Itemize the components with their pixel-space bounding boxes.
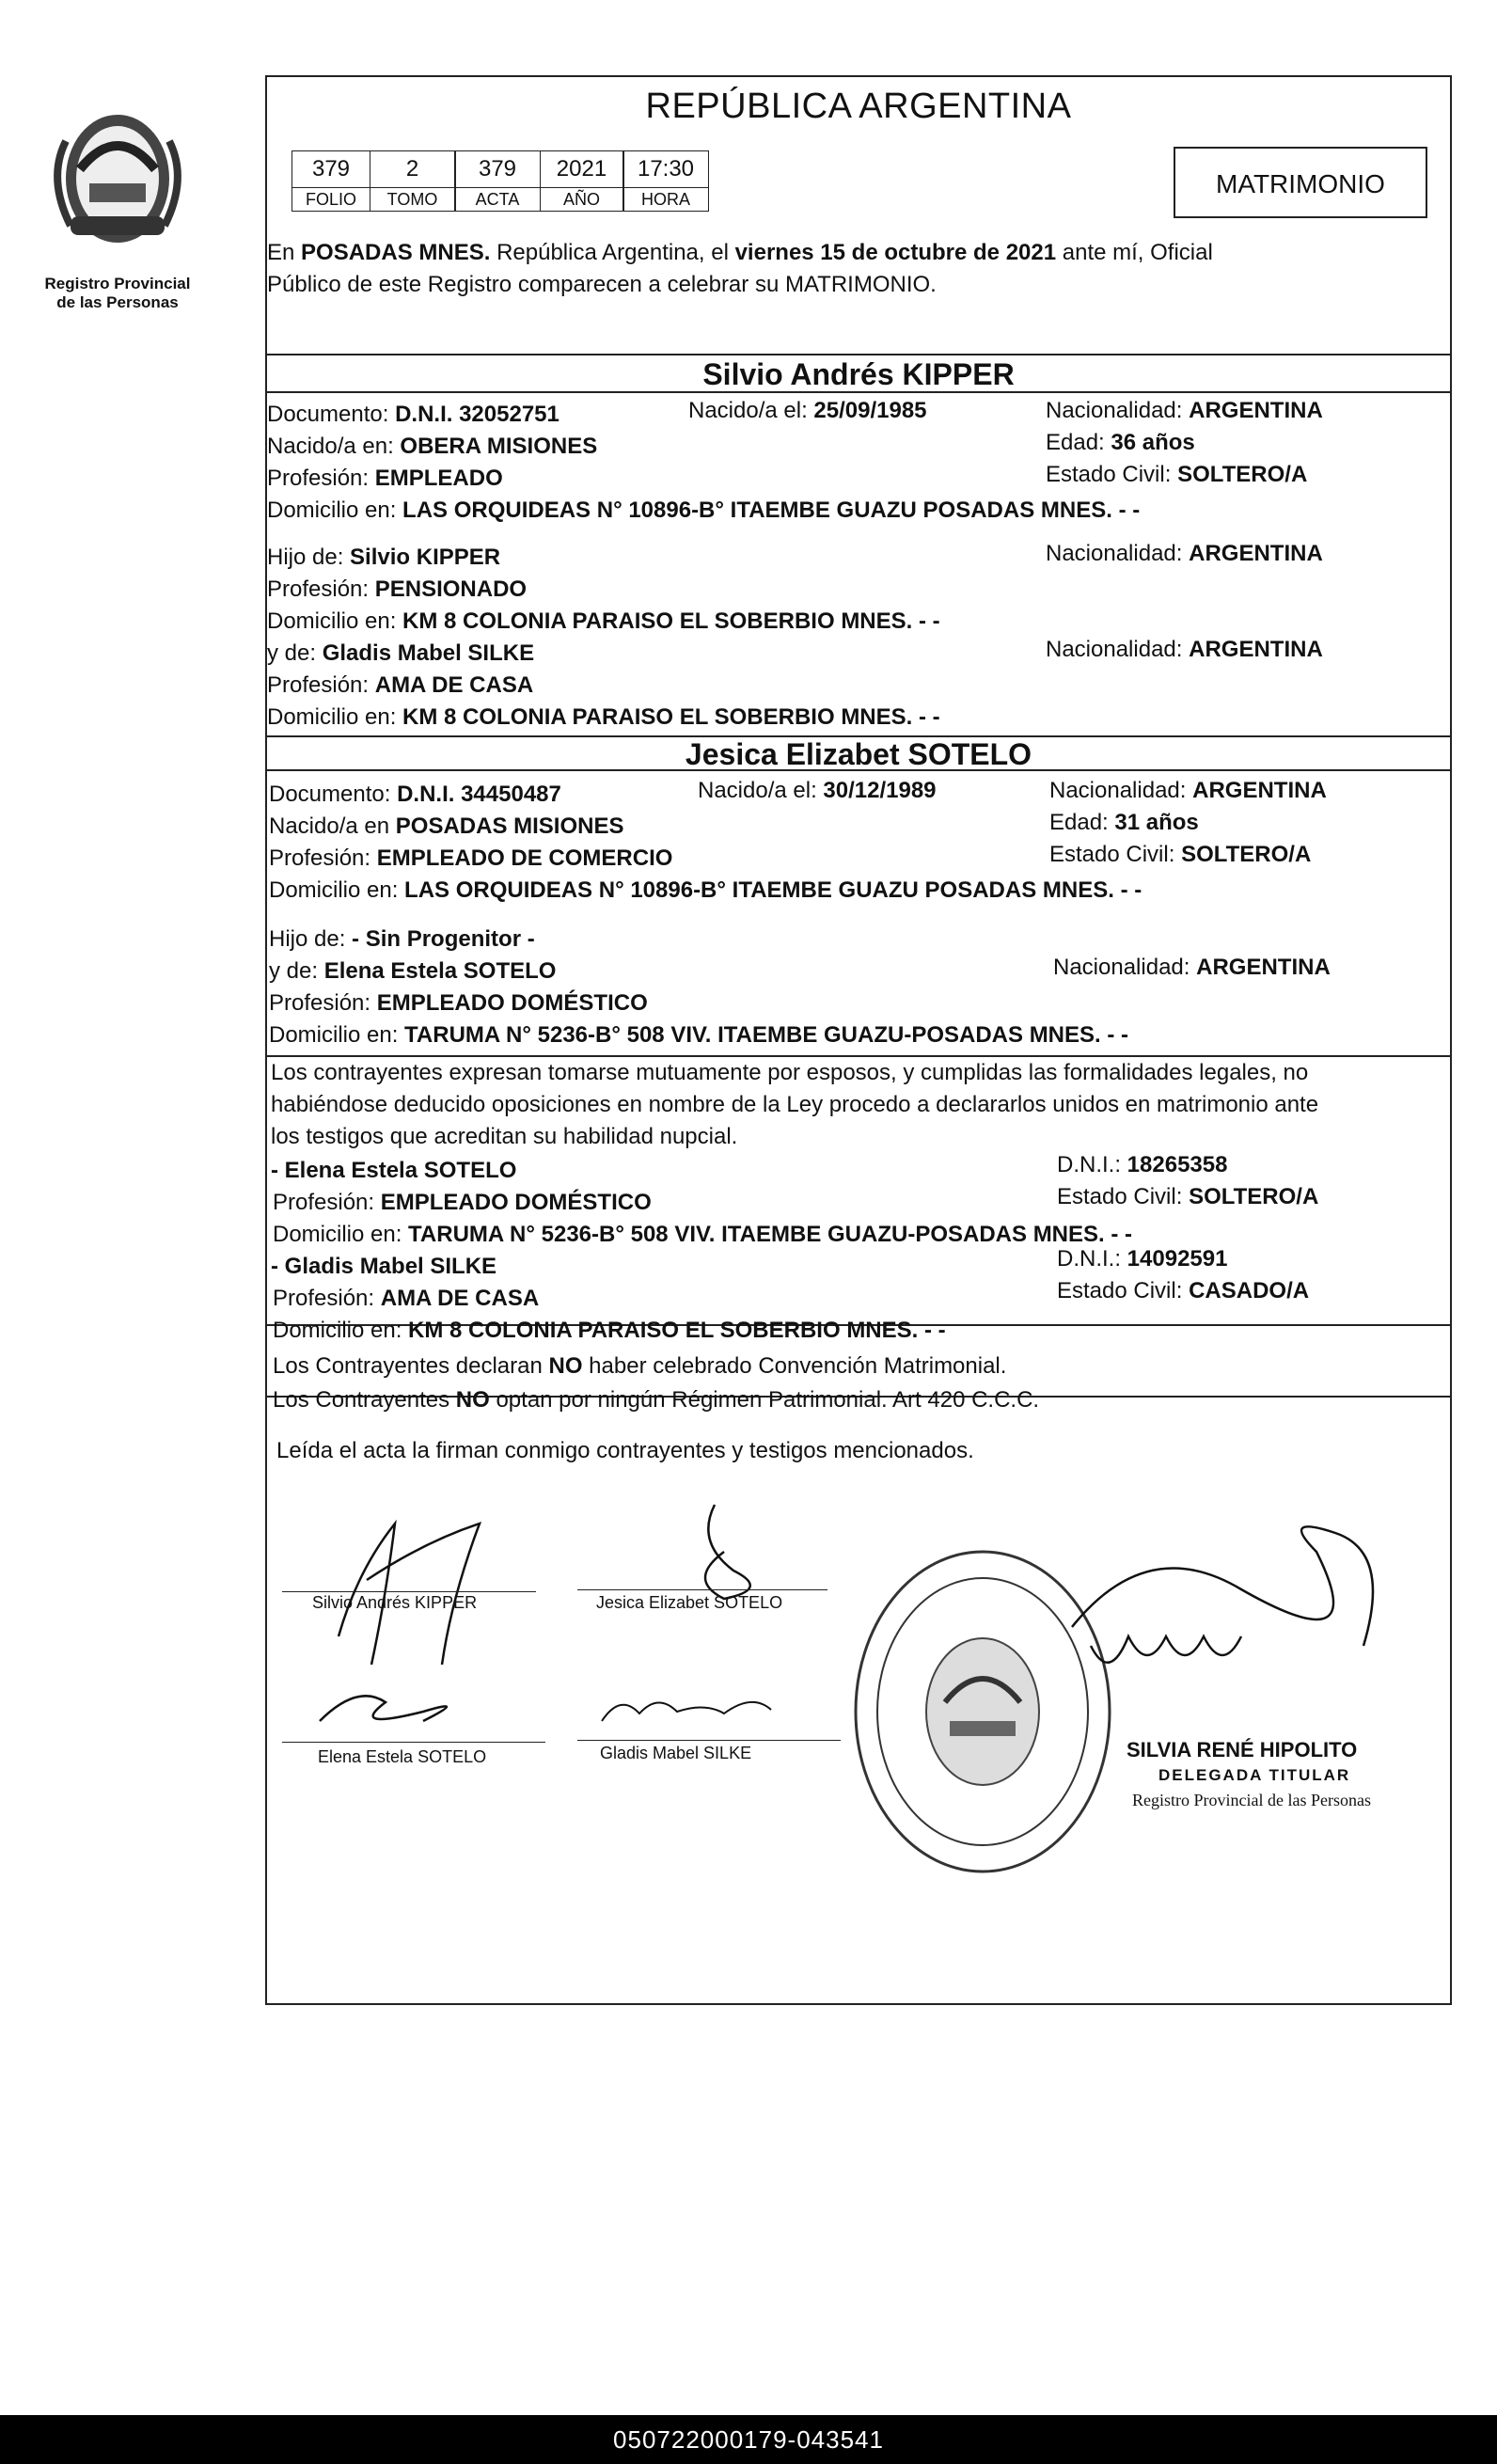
intro-line1: En POSADAS MNES. República Argentina, el viernes 15 de octubre de 2021 ante mí, Oficial	[267, 240, 1213, 265]
witness1-name: - Elena Estela SOTELO	[271, 1158, 517, 1183]
declaration-line3: los testigos que acreditan su habilidad nupcial.	[271, 1124, 738, 1149]
acta-cell: 379 ACTA	[454, 150, 541, 212]
officer-title: DELEGADA TITULAR	[1158, 1766, 1351, 1784]
ano-cell: 2021 AÑO	[540, 150, 624, 212]
witness1-prof: Profesión: EMPLEADO DOMÉSTICO	[273, 1190, 652, 1215]
signature-line-1	[282, 1591, 536, 1592]
spouse1-father-nat: Nacionalidad: ARGENTINA	[1046, 541, 1323, 566]
officer-signature	[1034, 1495, 1429, 1777]
spouse1-born: Nacido/a el: 25/09/1985	[688, 398, 927, 423]
spouse2-doc: Documento: D.N.I. 34450487	[269, 782, 561, 807]
spouse1-name: Silvio Andrés KIPPER	[702, 357, 1015, 391]
witness1-civil: Estado Civil: SOLTERO/A	[1057, 1184, 1319, 1209]
spouse1-mother-dom: Domicilio en: KM 8 COLONIA PARAISO EL SOBERBIO MNES. - -	[267, 704, 940, 730]
convention-line1: Los Contrayentes declaran NO haber celebrado Convención Matrimonial.	[273, 1353, 1007, 1379]
spouse2-civil: Estado Civil: SOLTERO/A	[1049, 842, 1312, 867]
folio-cell: 379 FOLIO	[292, 150, 370, 212]
spouse1-dom: Domicilio en: LAS ORQUIDEAS N° 10896-B° ITAEMBE GUAZU POSADAS MNES. - -	[267, 498, 1141, 523]
witness2-prof: Profesión: AMA DE CASA	[273, 1286, 540, 1311]
spouse1-doc: Documento: D.N.I. 32052751	[267, 402, 559, 427]
witness2-dom: Domicilio en: KM 8 COLONIA PARAISO EL SOBERBIO MNES. - -	[273, 1318, 946, 1343]
hora-cell: 17:30 HORA	[622, 150, 709, 212]
spouse2-name: Jesica Elizabet SOTELO	[685, 737, 1032, 771]
spouse1-mother-nat: Nacionalidad: ARGENTINA	[1046, 637, 1323, 662]
spouse2-nat: Nacionalidad: ARGENTINA	[1049, 778, 1327, 803]
officer-org: Registro Provincial de las Personas	[1132, 1791, 1371, 1809]
spouse1-birthplace: Nacido/a en: OBERA MISIONES	[267, 434, 598, 459]
signature-label-4: Gladis Mabel SILKE	[600, 1744, 752, 1762]
intro-line2: Público de este Registro comparecen a celebrar su MATRIMONIO.	[267, 272, 937, 297]
witness2-dni: D.N.I.: 14092591	[1057, 1246, 1228, 1271]
spouse1-mother-prof: Profesión: AMA DE CASA	[267, 672, 534, 698]
signature-label-2: Jesica Elizabet SOTELO	[596, 1593, 783, 1612]
spouse2-prof: Profesión: EMPLEADO DE COMERCIO	[269, 845, 673, 871]
witness2-name: - Gladis Mabel SILKE	[271, 1254, 497, 1279]
logo-caption-line1: Registro Provincial	[44, 275, 191, 292]
logo-caption-line2: de las Personas	[56, 293, 179, 311]
spouse2-father: Hijo de: - Sin Progenitor -	[269, 926, 535, 952]
spouse1-mother: y de: Gladis Mabel SILKE	[267, 640, 535, 666]
signature-label-1: Silvio Andrés KIPPER	[312, 1593, 478, 1612]
spouse1-civil: Estado Civil: SOLTERO/A	[1046, 462, 1308, 487]
witness2-civil: Estado Civil: CASADO/A	[1057, 1278, 1310, 1303]
spouse2-mother-prof: Profesión: EMPLEADO DOMÉSTICO	[269, 990, 648, 1016]
spouse2-mother: y de: Elena Estela SOTELO	[269, 958, 557, 984]
officer-name: SILVIA RENÉ HIPOLITO	[1127, 1738, 1358, 1761]
declaration-line1: Los contrayentes expresan tomarse mutuamente por esposos, y cumplidas las formalidades legales, no	[271, 1060, 1309, 1085]
spouse2-birthplace: Nacido/a en POSADAS MISIONES	[269, 813, 624, 839]
signature-line-2	[577, 1589, 827, 1590]
signature-line-3	[282, 1742, 545, 1743]
convention-line2: Los Contrayentes NO optan por ningún Régimen Patrimonial. Art 420 C.C.C.	[273, 1387, 1040, 1413]
witness1-dni: D.N.I.: 18265358	[1057, 1152, 1228, 1177]
country-title: REPÚBLICA ARGENTINA	[645, 87, 1072, 126]
spouse1-father-prof: Profesión: PENSIONADO	[267, 577, 528, 602]
spouse1-father-dom: Domicilio en: KM 8 COLONIA PARAISO EL SOBERBIO MNES. - -	[267, 608, 940, 634]
spouse2-age: Edad: 31 años	[1049, 810, 1199, 835]
declaration-line2: habiéndose deducido oposiciones en nombre de la Ley procedo a declararlos unidos en matrimonio ante	[271, 1092, 1319, 1117]
signature-label-3: Elena Estela SOTELO	[318, 1747, 487, 1766]
document-code: 050722000179-043541	[0, 2415, 1497, 2464]
spouse2-mother-dom: Domicilio en: TARUMA N° 5236-B° 508 VIV. ITAEMBE GUAZU-POSADAS MNES. - -	[269, 1022, 1129, 1048]
spouse1-father: Hijo de: Silvio KIPPER	[267, 545, 501, 570]
spouse2-born: Nacido/a el: 30/12/1989	[698, 778, 937, 803]
spouse1-age: Edad: 36 años	[1046, 430, 1195, 455]
spouse1-prof: Profesión: EMPLEADO	[267, 466, 503, 491]
tomo-cell: 2 TOMO	[370, 150, 456, 212]
logo-caption	[19, 275, 216, 312]
spouse2-dom: Domicilio en: LAS ORQUIDEAS N° 10896-B° ITAEMBE GUAZU POSADAS MNES. - -	[269, 877, 1142, 903]
signature-line-4	[577, 1740, 841, 1741]
registration-boxes	[292, 150, 708, 212]
province-seal-logo	[38, 103, 197, 249]
closing-statement: Leída el acta la firman conmigo contrayentes y testigos mencionados.	[276, 1438, 974, 1463]
witness1-dom: Domicilio en: TARUMA N° 5236-B° 508 VIV. ITAEMBE GUAZU-POSADAS MNES. - -	[273, 1222, 1133, 1247]
spouse1-nat: Nacionalidad: ARGENTINA	[1046, 398, 1323, 423]
record-type-box: MATRIMONIO	[1174, 147, 1427, 218]
spouse2-mother-nat: Nacionalidad: ARGENTINA	[1053, 955, 1331, 980]
